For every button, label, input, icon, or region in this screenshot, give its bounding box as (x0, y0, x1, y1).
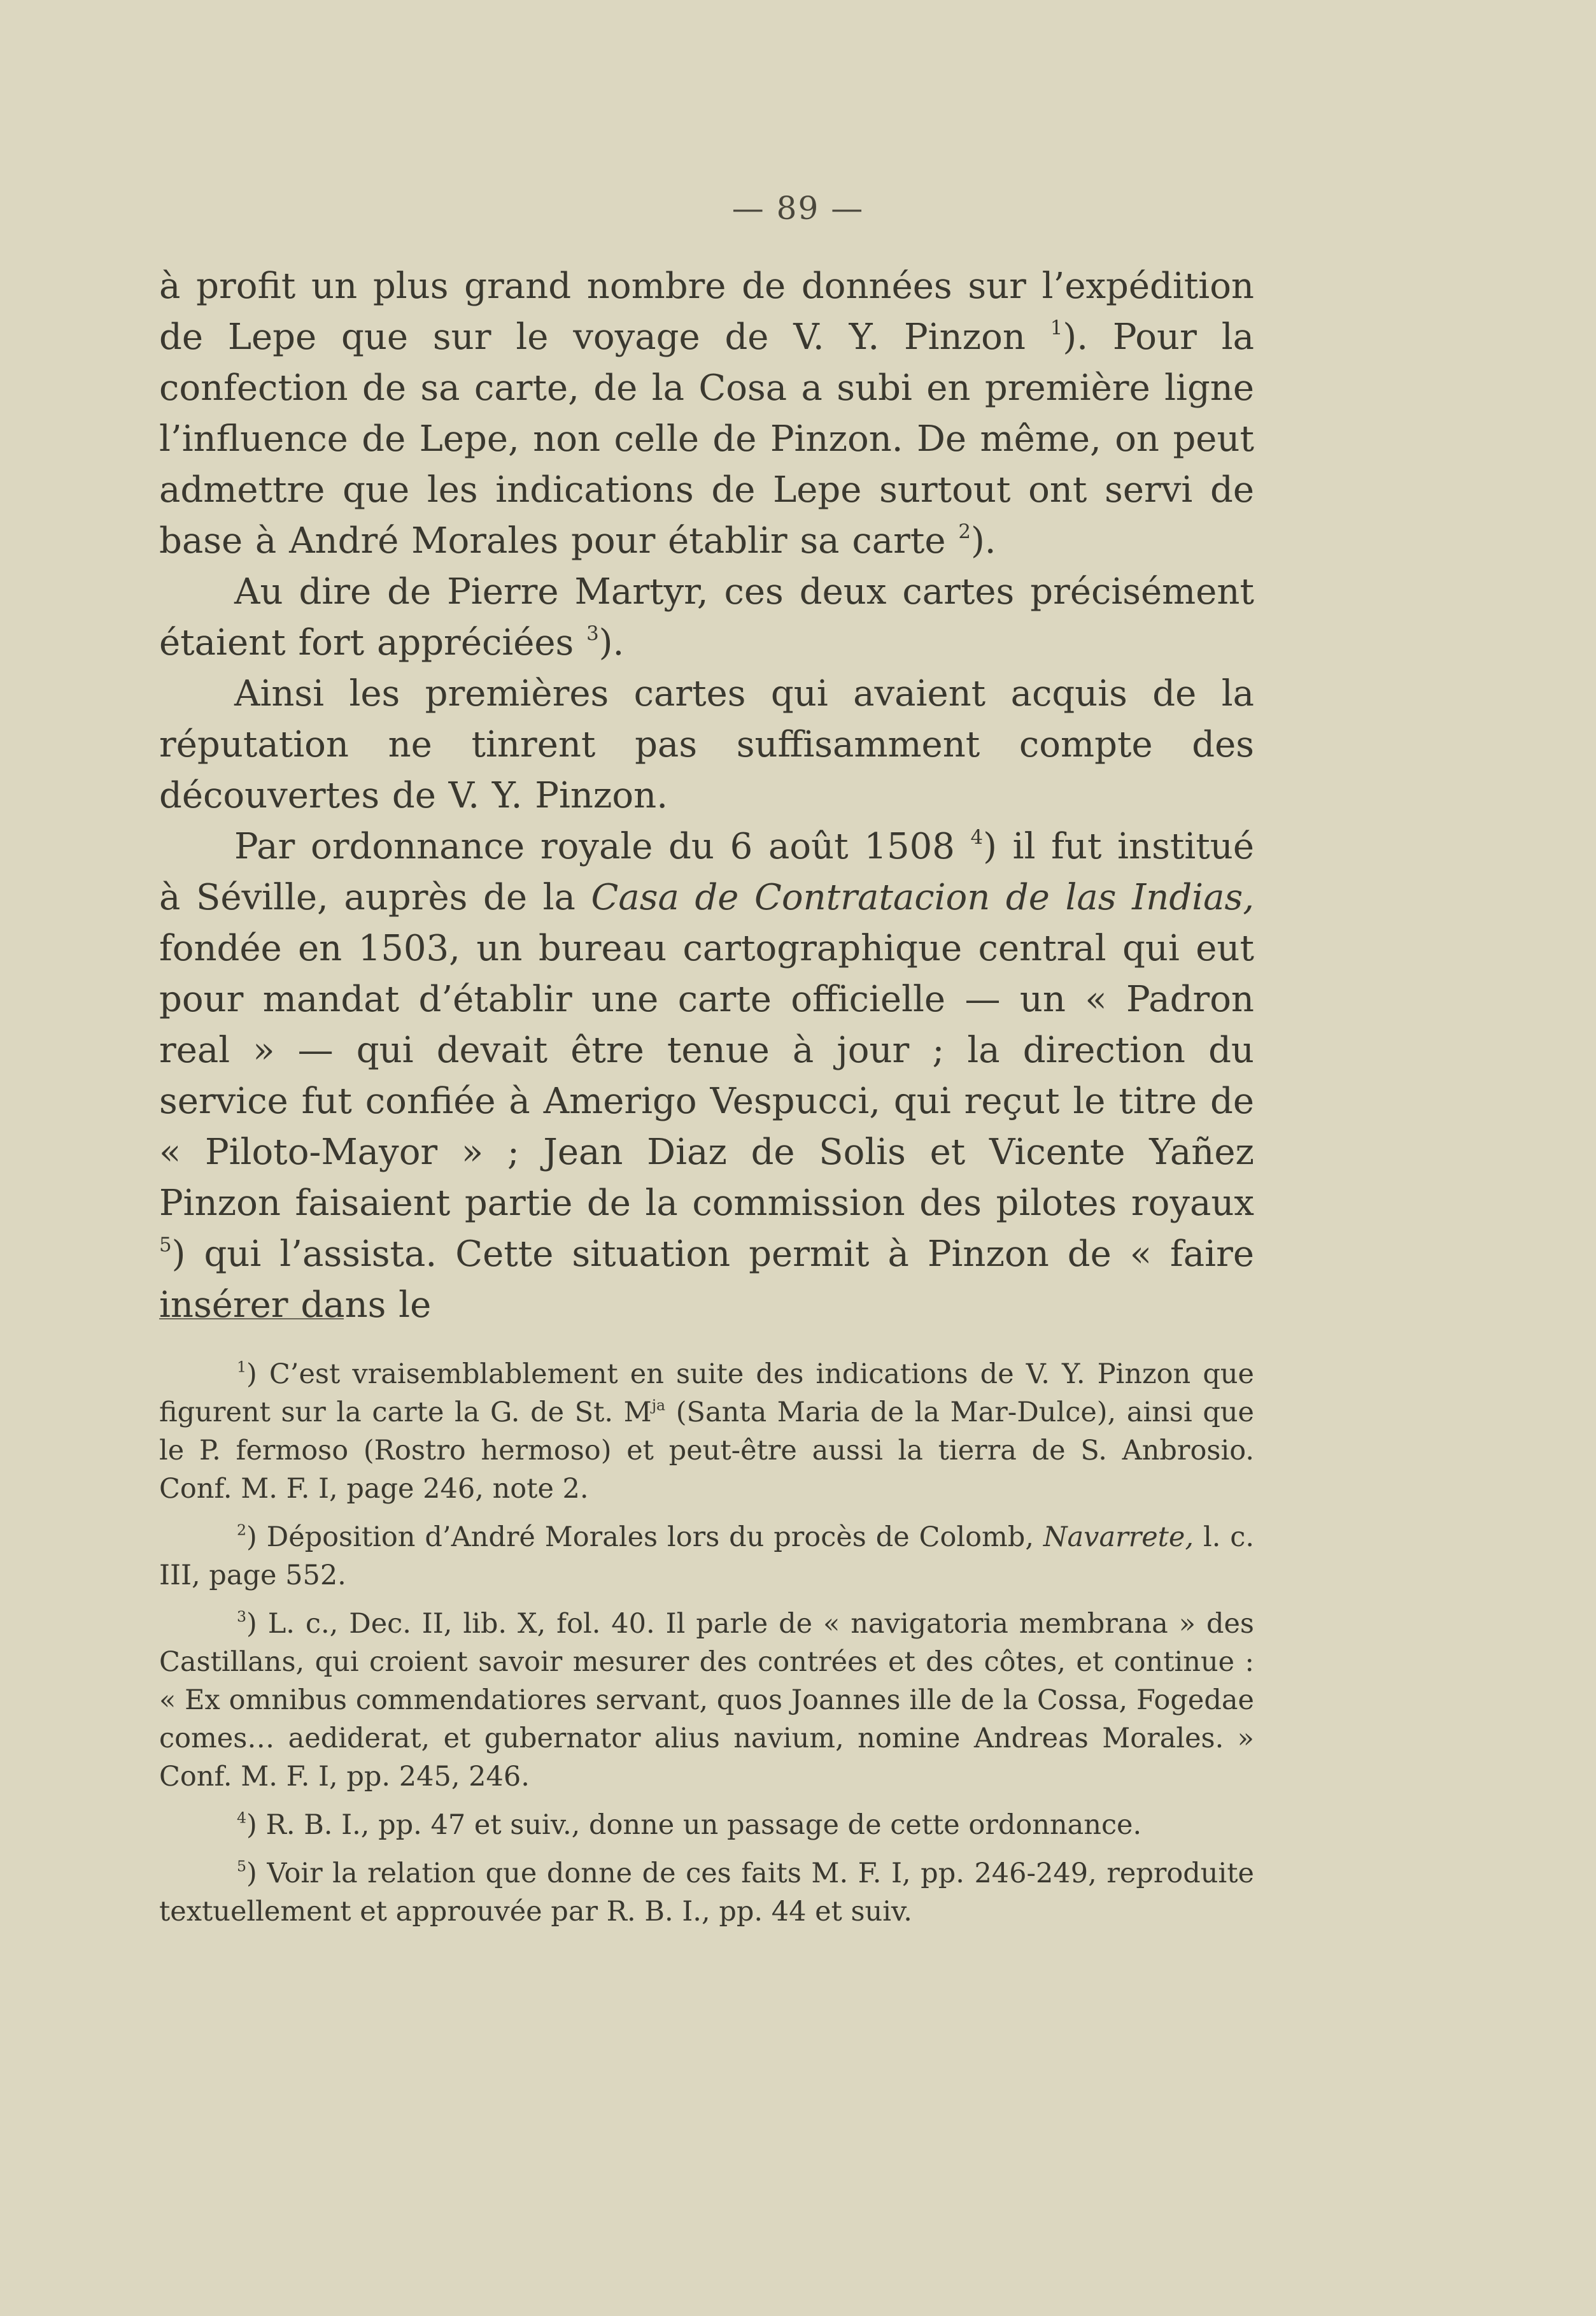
footnote-marker: 2 (958, 520, 971, 543)
footnote-marker: 5 (237, 1857, 247, 1875)
footnote-divider (159, 1318, 344, 1319)
footnote-marker: 1 (1050, 316, 1063, 339)
main-text (159, 261, 1254, 1331)
text-run: fondée en 1503, un bureau cartographique central qui eut pour mandat d’établir une carte officielle — un « Padron real » — qui devait être tenue à jour ; la direction du service fut confiée à Amerigo Vespucci, qui reçut le titre de « Piloto-Mayor » ; Jean Diaz de Solis et Vicente Yañez Pinzon faisaient partie de la commission des pilotes royaux (159, 928, 1254, 1224)
footnote-marker: 3 (586, 622, 599, 645)
text-run: ) qui l’assista. Cette situation permit à Pinzon de « faire insérer dans le (159, 1233, 1254, 1326)
page-number: — 89 — (731, 190, 865, 227)
footnote-marker: 4 (970, 825, 984, 849)
paragraph (159, 261, 1254, 567)
footnote-marker: ja (651, 1396, 666, 1414)
text-run: ) C’est vraisemblablement en suite des indications de V. Y. Pinzon que figurent sur la carte la G. de St. M (159, 1358, 1254, 1428)
paragraph (159, 669, 1254, 821)
italic-text: Casa de Contratacion de las Indias, (591, 877, 1255, 918)
footnote (159, 1605, 1254, 1796)
text-run: ) Déposition d’André Morales lors du procès de Colomb, (246, 1521, 1043, 1553)
footnote (159, 1518, 1254, 1595)
footnote (159, 1355, 1254, 1508)
footnote (159, 1854, 1254, 1931)
footnote-marker: 1 (237, 1358, 247, 1376)
text-run: Au dire de Pierre Martyr, ces deux cartes précisément étaient fort appréciées (159, 571, 1254, 664)
text-run: l. c. III, page 552. (159, 1521, 1255, 1591)
text-run: ). Pour la confection de sa carte, de la Cosa a subi en première ligne l’influence de Lepe, non celle de Pinzon. De même, on peut admettre que les indications de Lepe surtout ont servi de base à André Morales pour établir sa carte (159, 316, 1254, 562)
text-run: ). (970, 520, 996, 562)
text-run: Par ordonnance royale du 6 août 1508 (234, 826, 971, 867)
italic-text: Navarrete, (1043, 1521, 1194, 1553)
text-run: ) il fut institué à Séville, auprès de la (159, 826, 1254, 918)
footnote-marker: 5 (159, 1233, 172, 1256)
footnote (159, 1806, 1254, 1844)
text-run: ). (598, 622, 625, 664)
footnotes (159, 1355, 1254, 1941)
paragraph (159, 821, 1254, 1331)
text-run: à profit un plus grand nombre de données sur l’expédition de Lepe que sur le voyage de V. Y. Pinzon (159, 266, 1254, 358)
text-run: Ainsi les premières cartes qui avaient acquis de la réputation ne tinrent pas suffisamment compte des découvertes de V. Y. Pinzon. (159, 673, 1254, 816)
paragraph (159, 567, 1254, 669)
text-run: ) Voir la relation que donne de ces faits M. F. I, pp. 246-249, reproduite textuellement et approuvée par R. B. I., pp. 44 et suiv. (159, 1858, 1254, 1928)
text-run: (Santa Maria de la Mar-Dulce), ainsi que le P. fermoso (Rostro hermoso) et peut-être aussi la tierra de S. Anbrosio. Conf. M. F. I, page 246, note 2. (159, 1396, 1255, 1505)
text-run: ) R. B. I., pp. 47 et suiv., donne un passage de cette ordonnance. (246, 1809, 1142, 1841)
text-run: ) L. c., Dec. II, lib. X, fol. 40. Il parle de « navigatoria membrana » des Castillans, qui croient savoir mesurer des contrées et des côtes, et continue : « Ex omnibus commendatiores servant, quos Joannes ille de la Cossa, Fogedae comes… aediderat, et gubernator alius navium, nomine Andreas Morales. » Conf. M. F. I, pp. 245, 246. (159, 1608, 1254, 1793)
footnote-marker: 2 (237, 1521, 247, 1539)
footnote-marker: 4 (237, 1808, 247, 1827)
footnote-marker: 3 (237, 1607, 247, 1626)
